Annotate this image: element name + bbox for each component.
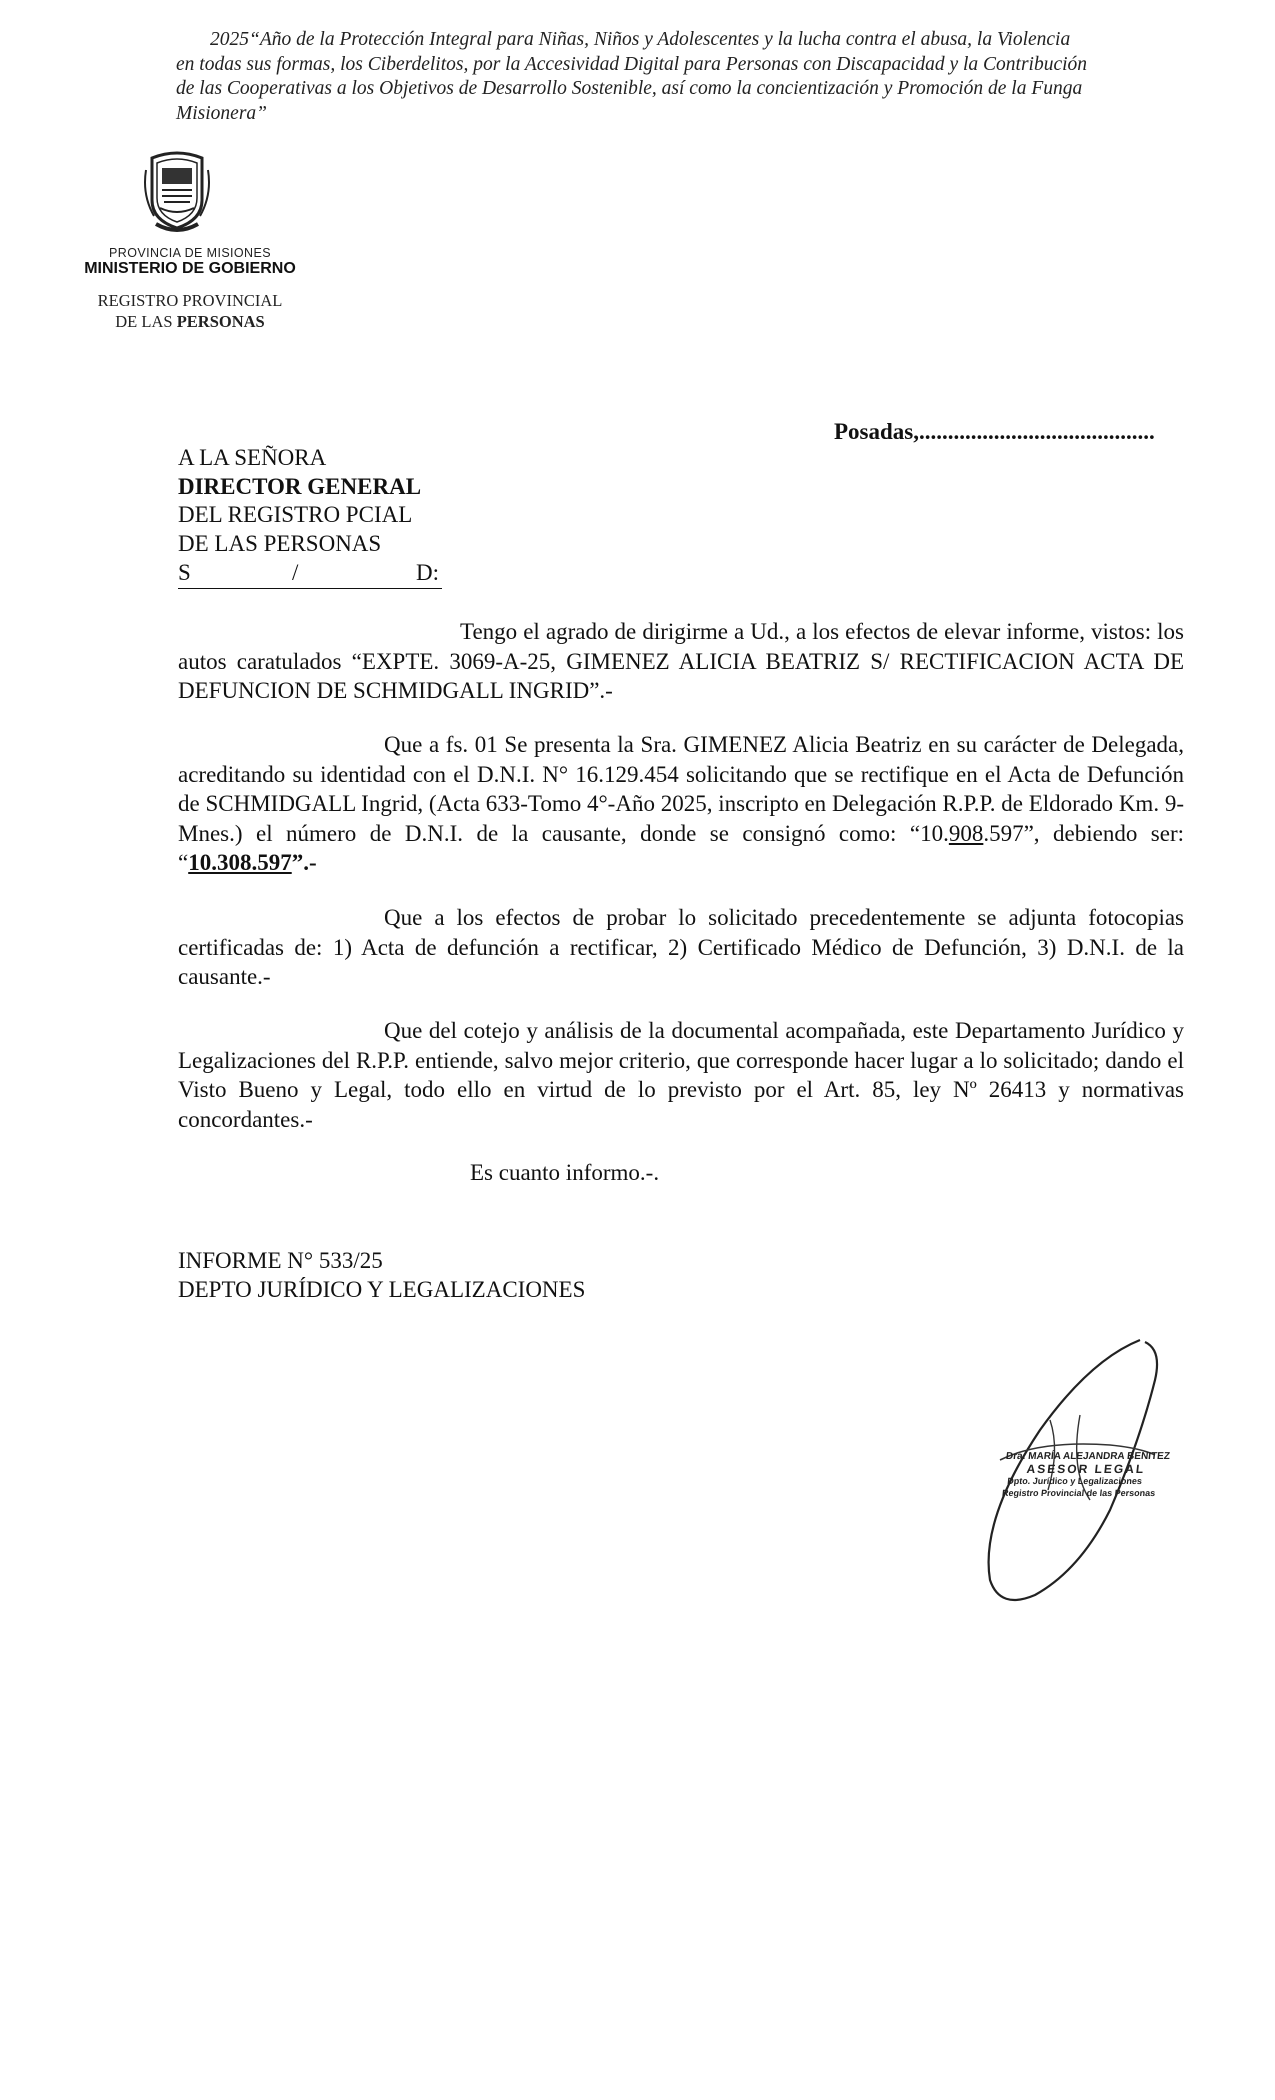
correct-dni: 10.308.597 — [188, 850, 292, 875]
paragraph-2-text: Que a fs. 01 Se presenta la Sra. GIMENEZ Alicia Beatriz en su carácter de Delegada, acreditando su identidad con el D.N.I. N° 16.129.454 solicitando que se rectifique en el Acta de Defunción de SCHMIDGALL Ingrid, (Acta 633-Tomo 4°-Año 2025, inscripto en Delegación R.P.P. de Eldorado Km. 9-Mnes.) el número de D.N.I. de la causante, donde se consignó como: “10. — [178, 732, 1184, 846]
province-seal-icon — [142, 150, 212, 236]
department-name: DEPTO JURÍDICO Y LEGALIZACIONES — [178, 1277, 586, 1302]
province-label: PROVINCIA DE MISIONES — [109, 246, 271, 260]
paragraph-2-closing: ”.- — [291, 850, 317, 875]
addressee-d: D: — [416, 560, 439, 585]
stamp-title: ASESOR LEGAL — [1025, 1462, 1147, 1476]
legal-advisor-stamp — [1001, 1451, 1202, 1499]
date-line: Posadas,......................................... — [834, 419, 1155, 444]
paragraph-3-text: Que a los efectos de probar lo solicitado precedentemente se adjunta fotocopias certificadas de: 1) Acta de defunción a rectificar, 2) Certificado Médico de Defunción, 3) D.N.I. de la causante.- — [178, 905, 1184, 989]
paragraph-1 — [178, 617, 1184, 706]
addressee-line-1: A LA SEÑORA — [178, 445, 327, 470]
ministry-label: MINISTERIO DE GOBIERNO — [84, 260, 296, 277]
registry-label-prefix: DE LAS — [115, 312, 177, 331]
addressee-sd-line — [178, 560, 442, 589]
registry-label: REGISTRO PROVINCIAL — [97, 291, 283, 310]
paragraph-2 — [178, 730, 1184, 878]
motto-line-1: 2025“Año de la Protección Integral para Niñas, Niños y Adolescentes y la lucha contra el abusa, la Violencia — [210, 29, 1071, 50]
paragraph-2-text-b: .597”, debiendo ser: “ — [178, 820, 1184, 875]
report-number: INFORME N° 533/25 — [178, 1248, 383, 1273]
addressee-line-4: DE LAS PERSONAS — [178, 531, 382, 556]
addressee-line-3: DEL REGISTRO PCIAL — [178, 502, 413, 527]
motto-line-2: en todas sus formas, los Ciberdelitos, por la Accesividad Digital para Personas con Discapacidad y la Contribución — [176, 53, 1088, 75]
wrong-dni-digits: 908 — [948, 820, 984, 846]
paragraph-3 — [178, 903, 1184, 992]
stamp-registry: Registro Provincial de las Personas — [1001, 1488, 1156, 1498]
motto-line-4: Misionera” — [176, 102, 268, 124]
addressee-s: S — [178, 560, 191, 585]
paragraph-4 — [178, 1016, 1184, 1134]
paragraph-1-text: Tengo el agrado de dirigirme a Ud., a los efectos de elevar informe, vistos: los autos caratulados “EXPTE. 3069-A-25, GIMENEZ ALICIA BEATRIZ S/ RECTIFICACION ACTA DE DEFUNCION DE SCHMIDGALL INGRID”.- — [178, 619, 1184, 703]
addressee-line-2: DIRECTOR GENERAL — [178, 474, 422, 499]
addressee-slash: / — [292, 560, 299, 585]
motto-line-3: de las Cooperativas a los Objetivos de Desarrollo Sostenible, así como la concientización y Promoción de la Funga — [176, 78, 1083, 99]
stamp-name: Dra. MARÍA ALEJANDRA BENITEZ — [1005, 1451, 1171, 1462]
header-motto — [176, 28, 1166, 126]
stamp-department: Dpto. Jurídico y Legalizaciones — [1006, 1476, 1143, 1486]
closing-statement: Es cuanto informo.-. — [470, 1160, 660, 1185]
registry-label-line2 — [60, 312, 320, 332]
paragraph-4-text: Que del cotejo y análisis de la documental acompañada, este Departamento Jurídico y Legalizaciones del R.P.P. entiende, salvo mejor criterio, que corresponde hacer lugar a lo solicitado; dando el Visto Bueno y Legal, todo ello en virtud de lo previsto por el Art. 85, ley Nº 26413 y normativas concordantes.- — [178, 1018, 1184, 1132]
registry-label-bold: PERSONAS — [176, 312, 265, 331]
